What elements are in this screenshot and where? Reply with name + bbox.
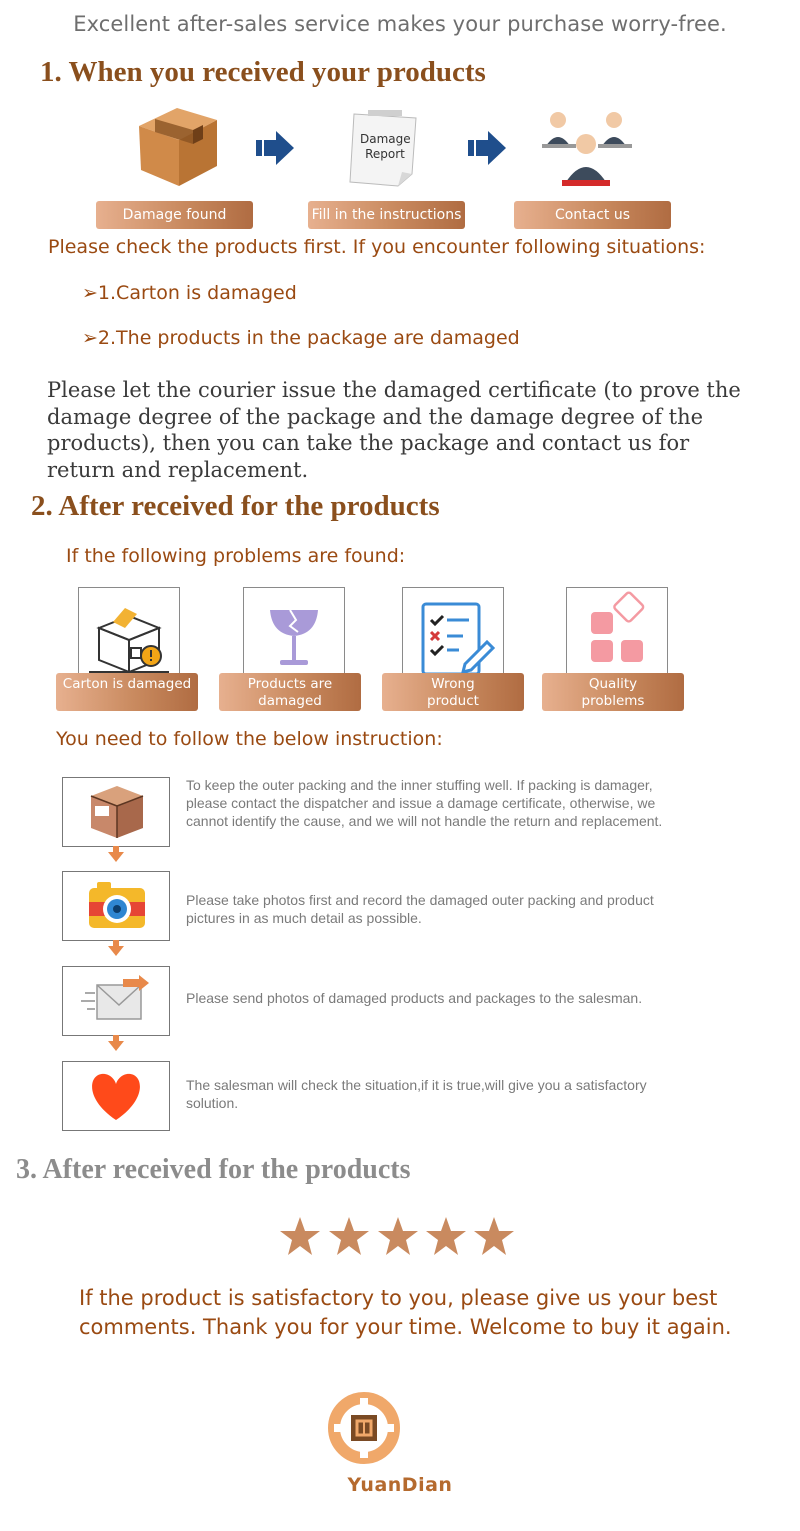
problem-label-quality: Quality problems: [542, 673, 684, 711]
courier-paragraph: Please let the courier issue the damaged certificate (to prove the damage degree of the package and the damage degree of the products), then you can take the package and contact us for return and replacement.: [47, 378, 741, 482]
problems-found-text: If the following problems are found:: [66, 545, 406, 567]
yuandian-logo-icon: [324, 1388, 404, 1468]
check-instruction: Please check the products first. If you encounter following situations:: [48, 236, 706, 258]
instruction-step-2: Please take photos first and record the damaged outer packing and product pictures in as much detail as possible.: [186, 892, 654, 926]
five-star-rating-icon: [280, 1215, 520, 1259]
arrow-down-icon: [108, 946, 124, 956]
report-line-2: Report: [365, 147, 405, 161]
carton-damaged-icon: [78, 587, 180, 685]
step-pill-damage-found: Damage found: [96, 201, 253, 229]
parcel-box-icon: [62, 777, 170, 847]
heart-icon: [62, 1061, 170, 1131]
damage-report-icon: [346, 108, 424, 190]
broken-glass-icon: [243, 587, 345, 685]
step-pill-fill-instructions: Fill in the instructions: [308, 201, 465, 229]
closing-message: If the product is satisfactory to you, please give us your best comments. Thank you for your time. Welcome to buy it again.: [79, 1286, 732, 1339]
section3-title: 3. After received for the products: [16, 1154, 411, 1185]
headline: Excellent after-sales service makes your purchase worry-free.: [73, 12, 727, 36]
problem-label-carton: Carton is damaged: [56, 673, 198, 711]
arrow-right-icon: [256, 131, 296, 165]
report-line-1: Damage: [360, 132, 411, 146]
instruction-step-3: Please send photos of damaged products and packages to the salesman.: [186, 990, 643, 1006]
situation-item: ➢1.Carton is damaged: [82, 282, 297, 304]
package-box-icon: [135, 104, 245, 190]
quality-problem-icon: [566, 587, 668, 685]
section1-title: 1. When you received your products: [40, 56, 486, 88]
brand-name: YuanDian: [347, 1474, 453, 1496]
step-pill-contact-us: Contact us: [514, 201, 671, 229]
arrow-right-icon: [468, 131, 508, 165]
wrong-checklist-icon: [402, 587, 504, 685]
situation-item: ➢2.The products in the package are damaged: [82, 327, 520, 349]
customer-support-icon: [540, 106, 636, 190]
arrow-down-icon: [108, 852, 124, 862]
instruction-step-1: To keep the outer packing and the inner stuffing well. If packing is damager, please contact the dispatcher and issue a damage certificate, otherwise, we cannot identify the cause, and we will not handle the return and replacement.: [186, 777, 663, 829]
arrow-down-icon: [108, 1041, 124, 1051]
follow-instruction-text: You need to follow the below instruction:: [56, 728, 443, 750]
section2-title: 2. After received for the products: [31, 490, 440, 522]
envelope-icon: [62, 966, 170, 1036]
rating-stars: [0, 1215, 800, 1264]
instruction-step-4: The salesman will check the situation,if it is true,will give you a satisfactory solution.: [186, 1077, 647, 1111]
problem-label-products: Products are damaged: [219, 673, 361, 711]
problem-label-wrong: Wrong product: [382, 673, 524, 711]
camera-icon: [62, 871, 170, 941]
